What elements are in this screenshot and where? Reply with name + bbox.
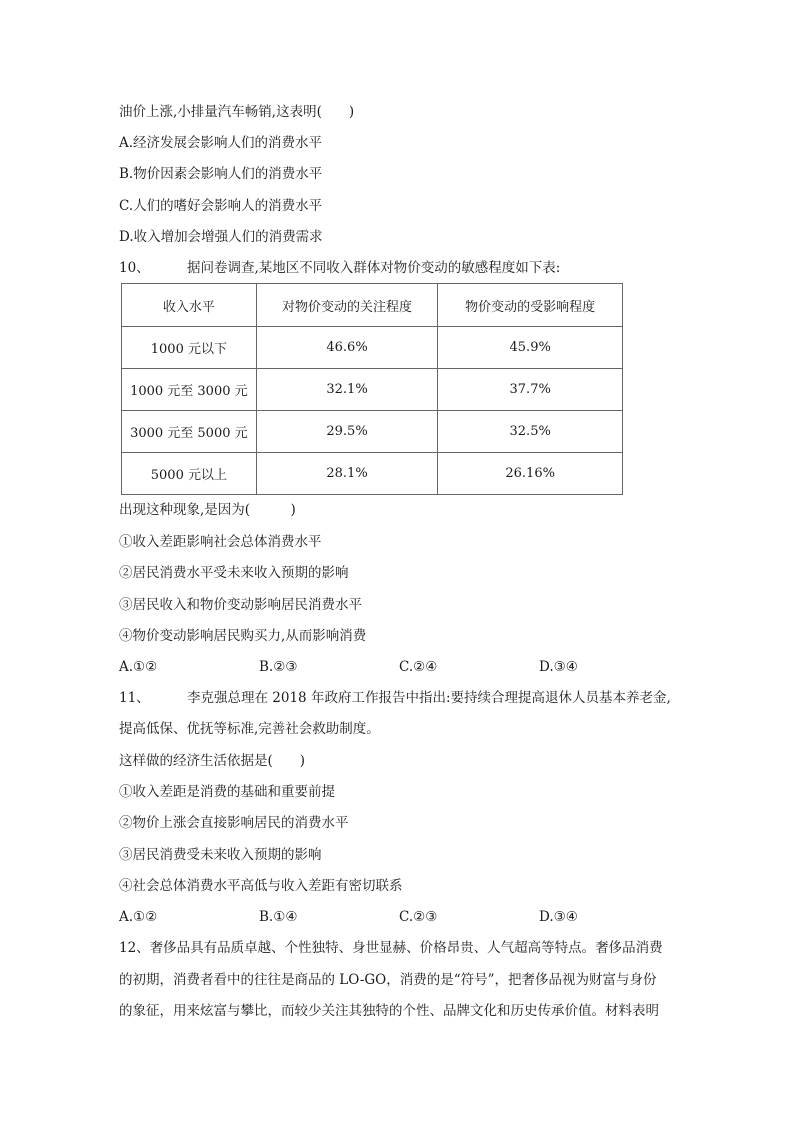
q12-line-2: 的初期，消费者看中的往往是商品的 LO-GO，消费的是“符号”，把奢侈品视为财富与身份 bbox=[119, 972, 657, 988]
income-sensitivity-table bbox=[121, 283, 623, 495]
q10-heading bbox=[119, 259, 560, 277]
q10-statement-3: ③居民收入和物价变动影响居民消费水平 bbox=[119, 597, 362, 613]
q10-question: 出现这种现象,是因为( ) bbox=[119, 502, 296, 518]
q11-number: 11、 bbox=[119, 690, 150, 706]
q11-statement-2: ②物价上涨会直接影响居民的消费水平 bbox=[119, 815, 349, 831]
q9-option-c: C.人们的嗜好会影响人的消费水平 bbox=[119, 198, 323, 214]
q10-choice-d: D.③④ bbox=[539, 659, 578, 675]
table-header-income: 收入水平 bbox=[122, 284, 257, 327]
table-row bbox=[122, 453, 623, 495]
q11-stem-line2: 提高低保、优抚等标准,完善社会救助制度。 bbox=[119, 721, 380, 737]
q10-statement-1: ①收入差距影响社会总体消费水平 bbox=[119, 534, 322, 550]
q11-choice-c: C.②③ bbox=[399, 909, 438, 925]
table-header-impact: 物价变动的受影响程度 bbox=[438, 284, 623, 327]
q11-choice-b: B.①④ bbox=[259, 909, 298, 925]
q11-statement-4: ④社会总体消费水平高低与收入差距有密切联系 bbox=[119, 878, 403, 894]
q10-choice-a: A.①② bbox=[119, 659, 158, 675]
table-cell-impact: 45.9% bbox=[438, 327, 623, 369]
q9-option-a: A.经济发展会影响人们的消费水平 bbox=[119, 135, 323, 151]
table-row bbox=[122, 411, 623, 453]
q10-stem: 据问卷调查,某地区不同收入群体对物价变动的敏感程度如下表: bbox=[187, 260, 561, 276]
table-cell-income: 3000 元至 5000 元 bbox=[122, 411, 257, 453]
q11-choice-a: A.①② bbox=[119, 909, 158, 925]
table-header-attention: 对物价变动的关注程度 bbox=[256, 284, 438, 327]
table-cell-impact: 37.7% bbox=[438, 369, 623, 411]
q11-choice-d: D.③④ bbox=[539, 909, 578, 925]
table-cell-income: 5000 元以上 bbox=[122, 453, 257, 495]
q11-statement-1: ①收入差距是消费的基础和重要前提 bbox=[119, 784, 335, 800]
table-row bbox=[122, 327, 623, 369]
q9-option-d: D.收入增加会增强人们的消费需求 bbox=[119, 229, 323, 245]
q11-stem-line1: 李克强总理在 2018 年政府工作报告中指出:要持续合理提高退休人员基本养老金, bbox=[187, 690, 671, 706]
table-header-row bbox=[122, 284, 623, 327]
table-cell-attention: 28.1% bbox=[256, 453, 438, 495]
table-cell-impact: 32.5% bbox=[438, 411, 623, 453]
q11-question: 这样做的经济生活依据是( ) bbox=[119, 753, 306, 769]
q10-choice-b: B.②③ bbox=[259, 659, 298, 675]
q9-option-b: B.物价因素会影响人们的消费水平 bbox=[119, 166, 323, 182]
table-cell-attention: 32.1% bbox=[256, 369, 438, 411]
q12-line-1: 12、奢侈品具有品质卓越、个性独特、身世显赫、价格昂贵、人气超高等特点。奢侈品消费 bbox=[119, 940, 663, 956]
table-cell-income: 1000 元至 3000 元 bbox=[122, 369, 257, 411]
q10-number: 10、 bbox=[119, 260, 150, 276]
table-cell-income: 1000 元以下 bbox=[122, 327, 257, 369]
q10-choice-c: C.②④ bbox=[399, 659, 438, 675]
q11-statement-3: ③居民消费受未来收入预期的影响 bbox=[119, 847, 322, 863]
table-cell-attention: 46.6% bbox=[256, 327, 438, 369]
table-row bbox=[122, 369, 623, 411]
q9-stem: 油价上涨,小排量汽车畅销,这表明( ) bbox=[119, 104, 355, 120]
table-cell-attention: 29.5% bbox=[256, 411, 438, 453]
q11-heading bbox=[119, 689, 671, 707]
q10-statement-2: ②居民消费水平受未来收入预期的影响 bbox=[119, 565, 349, 581]
q12-line-3: 的象征，用来炫富与攀比，而较少关注其独特的个性、品牌文化和历史传承价值。材料表明 bbox=[119, 1003, 659, 1019]
q10-statement-4: ④物价变动影响居民购买力,从而影响消费 bbox=[119, 628, 367, 644]
table-cell-impact: 26.16% bbox=[438, 453, 623, 495]
